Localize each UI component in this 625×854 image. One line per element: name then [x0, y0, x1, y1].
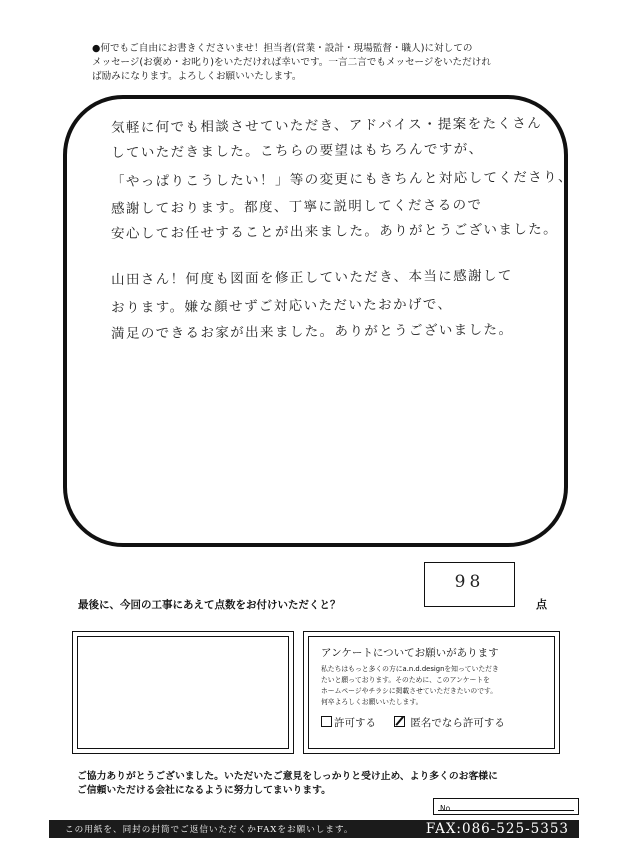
anonymous-label: 匿名でなら許可する: [410, 717, 505, 729]
survey-box: [303, 631, 560, 754]
score-question: 最後に、今回の工事にあえて点数をお付けいただくと？: [78, 599, 341, 611]
survey-body-line: 私たちはもっと多くの方にa.n.d.designを知っていただき: [321, 665, 499, 673]
footer-instruction: この用紙を、同封の封筒でご返信いただくかFAXをお願いします。: [65, 825, 354, 835]
number-field[interactable]: [433, 798, 579, 815]
allow-checkbox[interactable]: [321, 716, 332, 727]
comment-line: おります。嫌な顔せずご対応いただいたおかげで、: [110, 296, 453, 316]
intro-line: メッセージ(お褒め・お叱り)をいただければ幸いです。一言二言でもメッセージをいただけれ: [92, 57, 491, 68]
survey-body-line: たいと願っております。そのために、このアンケートを: [321, 676, 490, 684]
footer-bar: [49, 820, 579, 838]
score-box[interactable]: [424, 562, 515, 607]
comment-line: 安心してお任せすることが出来ました。ありがとうございました。: [110, 221, 559, 242]
survey-title: アンケートについてお願いがあります: [321, 647, 499, 659]
anonymous-checkbox[interactable]: [394, 716, 405, 727]
allow-label: 許可する: [334, 717, 376, 729]
intro-line: ば励みになります。よろしくお願いいたします。: [92, 71, 302, 82]
sketch-box: [72, 631, 294, 754]
thanks-text: [77, 770, 498, 798]
anonymous-option[interactable]: [394, 715, 505, 730]
thanks-line: ご信頼いただける会社になるように努力してまいります。: [77, 785, 331, 796]
survey-body-line: 何卒よろしくお願いいたします。: [321, 698, 423, 706]
survey-body-line: ホームページやチラシに掲載させていただきたいのです。: [321, 687, 498, 695]
allow-option[interactable]: [321, 715, 376, 730]
number-label: No.: [440, 804, 453, 813]
comment-line: 「やっぱりこうしたい！」等の変更にもきちんと対応してくださり、: [110, 169, 573, 190]
score-unit: 点: [536, 598, 547, 611]
comment-line: 山田さん！何度も図面を修正していただき、本当に感謝して: [110, 267, 513, 288]
score-value: 98: [454, 572, 485, 592]
survey-body: [321, 664, 542, 708]
comment-line: 感謝しております。都度、丁寧に説明してくださるので: [110, 197, 483, 217]
thanks-line: ご協力ありがとうございました。いただいたご意見をしっかりと受け止め、より多くのお客様に: [77, 771, 498, 782]
fax-number: FAX:086-525-5353: [425, 821, 569, 837]
comment-line: 満足のできるお家が出来ました。ありがとうございました。: [110, 321, 514, 342]
comment-line: 気軽に何でも相談させていただき、アドバイス・提案をたくさん: [110, 115, 543, 136]
intro-line: ●何でもご自由にお書きくださいませ！担当者(営業・設計・現場監督・職人)に対しての: [92, 43, 473, 54]
comment-line: していただきました。こちらの要望はもちろんですが、: [110, 141, 484, 161]
intro-text: [92, 42, 562, 84]
